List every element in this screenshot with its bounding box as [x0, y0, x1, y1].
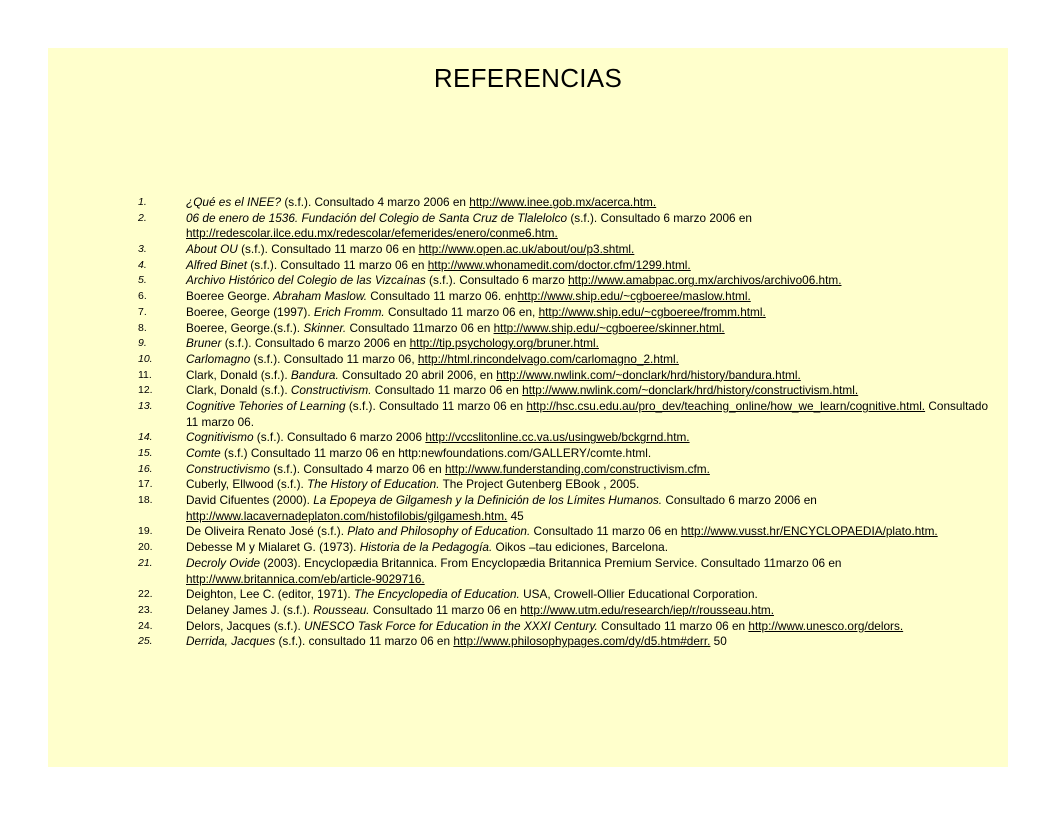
- reference-detail: Cuberly, Ellwood (s.f.).: [186, 477, 308, 492]
- reference-text: [186, 587, 998, 603]
- reference-item: [138, 195, 998, 211]
- reference-title: Historia de la Pedagogía.: [359, 540, 493, 555]
- reference-number: 15.: [138, 447, 153, 459]
- reference-link[interactable]: http://www.ship.edu/~cgboeree/fromm.html.: [538, 304, 766, 319]
- reference-detail: Deighton, Lee C. (editor, 1971).: [186, 587, 354, 602]
- reference-detail: Boeree, George.(s.f.).: [186, 320, 304, 335]
- reference-detail: (s.f.). consultado 11 marzo 06 en: [275, 634, 454, 649]
- reference-title: Plato and Philosophy of Education.: [347, 524, 531, 539]
- reference-title: Constructivismo: [186, 461, 270, 476]
- reference-link[interactable]: http://redescolar.ilce.edu.mx/redescolar/efemerides/enero/conme6.htm.: [186, 226, 558, 241]
- reference-item: [138, 399, 998, 430]
- reference-item: [138, 336, 998, 352]
- reference-link[interactable]: http://vccslitonline.cc.va.us/usingweb/bckgrnd.htm.: [425, 430, 690, 445]
- reference-number: 6.: [138, 290, 147, 303]
- reference-title: La Epopeya de Gilgamesh y la Definición de los Límites Humanos.: [313, 493, 663, 508]
- reference-title: Derrida, Jacques: [186, 634, 276, 649]
- reference-link[interactable]: http://www.unesco.org/delors.: [748, 618, 904, 633]
- reference-number: 22.: [138, 588, 153, 601]
- reference-link[interactable]: http://www.utm.edu/research/iep/r/rousseau.htm.: [520, 602, 774, 617]
- reference-item: [138, 430, 998, 446]
- reference-item: [138, 352, 998, 368]
- reference-text: [186, 634, 998, 650]
- reference-detail: Delaney James J. (s.f.).: [186, 602, 314, 617]
- reference-item: [138, 321, 998, 337]
- reference-title: Carlomagno: [186, 351, 251, 366]
- reference-number: 9.: [138, 337, 147, 350]
- reference-item: [138, 242, 998, 258]
- reference-item: [138, 383, 998, 399]
- reference-detail: (s.f.). Consultado 6 marzo 2006: [253, 430, 426, 445]
- reference-number: 16.: [138, 462, 153, 475]
- reference-link[interactable]: http://www.inee.gob.mx/acerca.htm.: [469, 195, 657, 209]
- reference-number: 24.: [138, 619, 153, 632]
- reference-detail: (s.f.). Consultado 11 marzo 06 en: [237, 242, 419, 257]
- reference-detail: Consultado 11 marzo 06 en: [369, 602, 521, 617]
- reference-number: 10.: [138, 352, 153, 365]
- reference-detail: USA, Crowell-Ollier Educational Corporation.: [519, 587, 758, 602]
- reference-number: 20.: [138, 541, 153, 554]
- reference-detail: (s.f.). Consultado 6 marzo: [425, 273, 569, 288]
- reference-detail: Clark, Donald (s.f.).: [186, 383, 291, 398]
- reference-text: [186, 352, 998, 368]
- reference-text: [186, 399, 998, 430]
- reference-detail: (s.f.). Consultado 11 marzo 06 en: [246, 257, 428, 272]
- reference-link[interactable]: http://tip.psychology.org/bruner.html.: [409, 336, 599, 351]
- reference-list: [138, 195, 998, 650]
- reference-detail: (s.f.). Consultado 4 marzo 06 en: [269, 461, 445, 476]
- reference-number: 21.: [138, 556, 153, 569]
- reference-text: [186, 258, 998, 274]
- reference-item: [138, 619, 998, 635]
- reference-detail: (s.f.) Consultado 11 marzo 06 en http:newfoundations.com/GALLERY/comte.html.: [220, 446, 652, 460]
- reference-detail: Consultado 11marzo 06 en: [346, 320, 494, 335]
- reference-text: [186, 368, 998, 384]
- reference-title: 06 de enero de 1536. Fundación del Colegio de Santa Cruz de Tlalelolco: [186, 210, 568, 225]
- reference-link[interactable]: http://www.open.ac.uk/about/ou/p3.shtml.: [418, 242, 635, 257]
- reference-number: 17.: [138, 478, 153, 491]
- reference-item: [138, 258, 998, 274]
- reference-title: About OU: [186, 242, 238, 257]
- reference-number: 19.: [138, 525, 153, 538]
- reference-title: Alfred Binet: [186, 257, 247, 272]
- reference-item: [138, 556, 998, 587]
- reference-number: 5.: [138, 274, 147, 287]
- reference-number: 3.: [138, 243, 147, 256]
- reference-link[interactable]: http://www.nwlink.com/~donclark/hrd/history/bandura.html.: [496, 367, 801, 382]
- reference-detail: Oikos –tau ediciones, Barcelona.: [492, 540, 668, 555]
- reference-text: [186, 305, 998, 321]
- reference-title: Rousseau.: [313, 602, 370, 617]
- reference-item: [138, 477, 998, 493]
- reference-detail: Consultado 11 marzo 06 en: [371, 383, 523, 398]
- reference-number: 23.: [138, 603, 153, 616]
- reference-link[interactable]: http://www.britannica.com/eb/article-9029716.: [186, 571, 425, 586]
- reference-number: 13.: [138, 399, 153, 412]
- reference-title: Comte: [186, 446, 221, 460]
- reference-detail: (2003). Encyclopædia Britannica. From Encyclopædia Britannica Premium Service. Consultado 11marzo 06 en: [260, 555, 842, 570]
- reference-detail: (s.f.). Consultado 4 marzo 2006 en: [281, 195, 470, 209]
- reference-text: [186, 477, 998, 493]
- reference-detail: Consultado 11 marzo 06 en: [530, 524, 681, 539]
- reference-item: [138, 540, 998, 556]
- reference-detail: Consultado 11 marzo 06 en: [597, 618, 749, 633]
- reference-detail: Boeree George.: [186, 289, 274, 304]
- reference-link[interactable]: http://hsc.csu.edu.au/pro_dev/teaching_online/how_we_learn/cognitive.html.: [526, 398, 926, 413]
- reference-link[interactable]: http://www.lacavernadeplaton.com/histofilobis/gilgamesh.htm.: [186, 508, 508, 523]
- reference-title: Skinner.: [303, 320, 347, 335]
- reference-detail: Debesse M y Mialaret G. (1973).: [186, 540, 360, 555]
- reference-text: [186, 211, 998, 242]
- reference-number: 18.: [138, 494, 153, 507]
- reference-text: [186, 383, 998, 399]
- reference-item: [138, 587, 998, 603]
- reference-item: [138, 524, 998, 540]
- reference-text: [186, 195, 998, 211]
- reference-title: Erich Fromm.: [313, 304, 385, 319]
- reference-title: Decroly Ovide: [186, 555, 261, 570]
- reference-text: [186, 540, 998, 556]
- reference-detail: Clark, Donald (s.f.).: [186, 367, 291, 382]
- reference-detail: Boeree, George (1997).: [186, 304, 314, 319]
- reference-title: ¿Qué es el INEE?: [186, 195, 282, 209]
- reference-detail: The Project Gutenberg EBook , 2005.: [439, 477, 640, 492]
- reference-number: 4.: [138, 258, 147, 271]
- reference-number: 1.: [138, 196, 147, 208]
- reference-link[interactable]: http://www.ship.edu/~cgboeree/skinner.html.: [493, 320, 725, 335]
- reference-item: [138, 289, 998, 305]
- reference-number: 2.: [138, 211, 147, 224]
- reference-link[interactable]: http://www.ship.edu/~cgboeree/maslow.html.: [517, 289, 751, 304]
- reference-detail: (s.f.). Consultado 6 marzo 2006 en: [221, 336, 410, 351]
- reference-link[interactable]: http://www.funderstanding.com/constructivism.cfm.: [445, 461, 710, 476]
- reference-detail: Consultado 11 marzo 06 en,: [384, 304, 539, 319]
- reference-title: Archivo Histórico del Colegio de las Vizcaínas: [186, 273, 426, 288]
- reference-detail: Consultado 11 marzo 06. en: [367, 289, 518, 304]
- reference-detail: (s.f.). Consultado 6 marzo 2006 en: [567, 210, 752, 225]
- reference-number: 12.: [138, 384, 153, 397]
- reference-item: [138, 305, 998, 321]
- reference-number: 14.: [138, 431, 153, 444]
- reference-detail: Delors, Jacques (s.f.).: [186, 618, 305, 633]
- reference-item: [138, 634, 998, 650]
- reference-title: The History of Education.: [307, 477, 440, 492]
- reference-item: [138, 211, 998, 242]
- reference-item: [138, 462, 998, 478]
- reference-detail: (s.f.). Consultado 11 marzo 06,: [250, 351, 418, 366]
- reference-item: [138, 368, 998, 384]
- reference-title: UNESCO Task Force for Education in the XXXI Century.: [304, 618, 598, 633]
- reference-text: [186, 493, 998, 524]
- reference-title: Bandura.: [290, 367, 339, 382]
- reference-detail: 50: [710, 634, 727, 649]
- reference-text: [186, 430, 998, 446]
- reference-item: [138, 273, 998, 289]
- reference-text: [186, 446, 998, 462]
- reference-detail: David Cifuentes (2000).: [186, 493, 314, 508]
- reference-title: Constructivism.: [290, 383, 372, 398]
- reference-title: Bruner: [186, 336, 222, 351]
- reference-number: 25.: [138, 635, 153, 648]
- reference-text: [186, 524, 998, 540]
- reference-text: [186, 273, 998, 289]
- reference-text: [186, 321, 998, 337]
- reference-number: 8.: [138, 321, 147, 334]
- reference-detail: Consultado 20 abril 2006, en: [338, 367, 497, 382]
- reference-link[interactable]: http://www.whonamedit.com/doctor.cfm/1299.html.: [427, 257, 691, 272]
- reference-detail: 45: [507, 508, 524, 523]
- reference-link[interactable]: http://www.vusst.hr/ENCYCLOPAEDIA/plato.htm.: [680, 524, 938, 539]
- reference-text: [186, 336, 998, 352]
- reference-title: The Encyclopedia of Education.: [353, 587, 520, 602]
- reference-item: [138, 493, 998, 524]
- reference-item: [138, 603, 998, 619]
- reference-number: 7.: [138, 305, 147, 318]
- reference-title: Abraham Maslow.: [273, 289, 367, 304]
- reference-detail: Consultado 11 marzo 06.: [186, 398, 989, 429]
- reference-link[interactable]: http://www.philosophypages.com/dy/d5.htm#derr.: [453, 634, 711, 649]
- slide: [48, 48, 1008, 767]
- reference-text: [186, 619, 998, 635]
- reference-detail: De Oliveira Renato José (s.f.).: [186, 524, 348, 539]
- reference-link[interactable]: http://www.nwlink.com/~donclark/hrd/history/constructivism.html.: [522, 383, 859, 398]
- reference-number: 11.: [138, 368, 152, 381]
- reference-text: [186, 603, 998, 619]
- reference-title: Cognitivismo: [186, 430, 254, 445]
- reference-detail: (s.f.). Consultado 11 marzo 06 en: [345, 398, 527, 413]
- reference-text: [186, 289, 998, 305]
- reference-link[interactable]: http://html.rincondelvago.com/carlomagno_2.html.: [417, 351, 679, 366]
- reference-detail: Consultado 6 marzo 2006 en: [662, 493, 817, 508]
- reference-text: [186, 462, 998, 478]
- reference-link[interactable]: http://www.amabpac.org.mx/archivos/archivo06.htm.: [568, 273, 842, 288]
- reference-item: [138, 446, 998, 462]
- page-title: REFERENCIAS: [433, 63, 623, 93]
- reference-title: Cognitive Tehories of Learning: [186, 398, 346, 413]
- reference-text: [186, 242, 998, 258]
- reference-text: [186, 556, 998, 587]
